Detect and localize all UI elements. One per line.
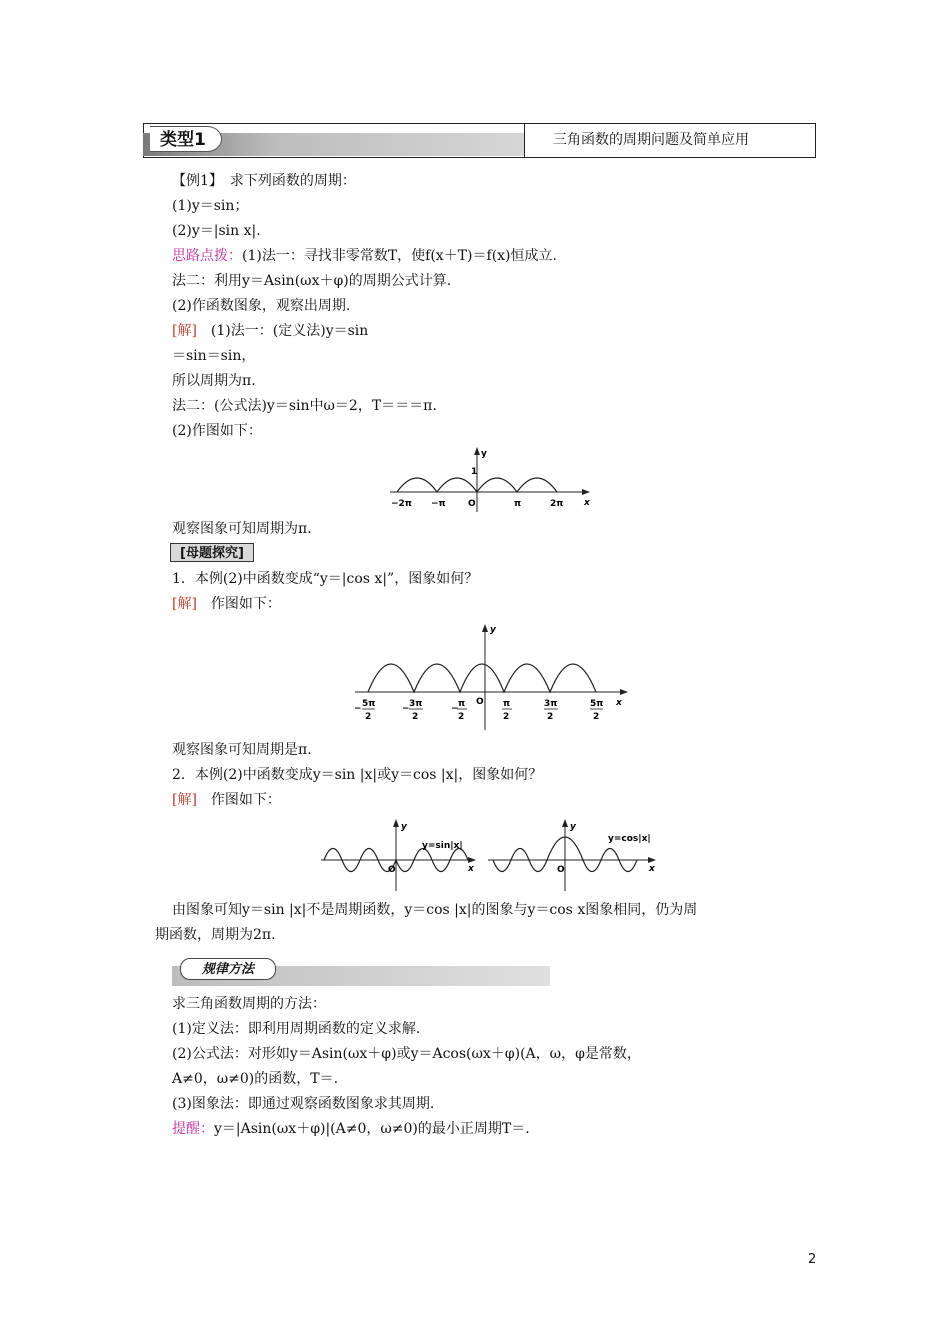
graph2-tick-den-6: 2 xyxy=(593,712,600,722)
example-heading: 【例1】 求下列函数的周期： xyxy=(172,173,356,189)
tip-text: y＝|Asin(ωx＋φ)|(A≠0，ω≠0)的最小正周期T＝. xyxy=(214,1121,530,1137)
explore-solution-2-label: [解] xyxy=(172,792,197,808)
graph2-tick-num-6: 5π xyxy=(590,699,604,709)
explore-question-2: 2．本例(2)中函数变成y＝sin |x|或y＝cos |x|，图象如何？ xyxy=(172,767,543,783)
solution-line-5: (2)作图如下： xyxy=(172,423,262,439)
graph3-left-origin: O xyxy=(388,865,396,875)
graph3-left-function-label: y=sin|x| xyxy=(422,841,463,851)
solution-line-2: ＝sin＝sin， xyxy=(172,348,256,364)
section-type-tag: 类型1 xyxy=(150,126,222,152)
graph-sin-cos-abs-x xyxy=(318,815,663,895)
section-title: 三角函数的周期问题及简单应用 xyxy=(553,132,749,148)
graph2-tick-num-2: 3π xyxy=(409,699,423,709)
graph2-y-label: y xyxy=(490,625,496,635)
graph2-tick-num-5: 3π xyxy=(544,699,558,709)
graph2-origin-label: O xyxy=(476,697,484,707)
method-2-line-2: A≠0，ω≠0)的函数，T＝. xyxy=(172,1071,339,1087)
solution-text-1: (1)法一：(定义法)y＝sin xyxy=(196,323,369,339)
graph1-origin-label: O xyxy=(468,499,476,509)
example-question-1: (1)y＝sin； xyxy=(172,198,249,214)
method-2-line-1: (2)公式法：对形如y＝Asin(ωx＋φ)或y＝Acos(ωx＋φ)(A，ω，φ是常数， xyxy=(172,1046,641,1062)
graph2-neg-sign-1: − xyxy=(354,704,362,714)
graph2-tick-num-4: π xyxy=(503,699,511,709)
explore-solution-2 xyxy=(172,791,281,809)
graph2-tick-num-3: π xyxy=(458,699,466,709)
graph2-neg-sign-2: − xyxy=(402,704,410,714)
explore-question-1: 1．本例(2)中函数变成“y＝|cos x|”，图象如何？ xyxy=(172,571,479,587)
graph1-tick-neg2pi: −2π xyxy=(391,499,412,509)
conclusion-1: 观察图象可知周期为π. xyxy=(172,521,312,537)
graph3-left-x-label: x xyxy=(468,864,474,874)
tip-label: 提醒： xyxy=(172,1121,214,1137)
graph-abs-cos xyxy=(350,620,635,732)
graph3-left-y-label: y xyxy=(401,822,407,832)
hint-line xyxy=(172,247,557,265)
graph3-right-function-label: y=cos|x| xyxy=(608,834,651,844)
graph2-tick-den-1: 2 xyxy=(365,712,372,722)
graph1-tick-pi: π xyxy=(514,499,522,509)
section-header-divider xyxy=(524,123,525,157)
graph2-tick-den-5: 2 xyxy=(547,712,554,722)
graph-abs-sin xyxy=(385,444,600,514)
solution-line-4: 法二：(公式法)y＝sin中ω＝2，T＝＝＝π. xyxy=(172,398,437,414)
graph1-x-label: x xyxy=(584,498,590,508)
method-intro: 求三角函数周期的方法： xyxy=(172,996,326,1012)
explore-solution-1-label: [解] xyxy=(172,596,197,612)
graph3-right-x-label: x xyxy=(649,864,655,874)
solution-line-1 xyxy=(172,322,368,340)
graph2-tick-den-3: 2 xyxy=(458,712,465,722)
explore-tag: [母题探究] xyxy=(170,543,254,562)
graph3-right-origin: O xyxy=(557,865,565,875)
graph1-one-label: 1 xyxy=(471,467,478,477)
graph2-neg-sign-3: − xyxy=(451,704,459,714)
method-tag: 规律方法 xyxy=(180,958,276,980)
hint-line-2: 法二：利用y＝Asin(ωx＋φ)的周期公式计算. xyxy=(172,273,452,289)
graph2-tick-den-4: 2 xyxy=(503,712,510,722)
tip-line xyxy=(172,1120,530,1138)
graph2-tick-num-1: 5π xyxy=(362,699,376,709)
graph1-y-label: y xyxy=(481,449,487,459)
graph1-tick-negpi: −π xyxy=(431,499,446,509)
hint-line-3: (2)作函数图象，观察出周期. xyxy=(172,298,351,314)
page-number: 2 xyxy=(808,1252,817,1267)
example-question-2: (2)y＝|sin x|. xyxy=(172,223,261,239)
solution-line-3: 所以周期为π. xyxy=(172,373,256,389)
graph1-tick-2pi: 2π xyxy=(550,499,564,509)
solution-label: [解] xyxy=(172,323,197,339)
graph2-tick-den-2: 2 xyxy=(412,712,419,722)
explore-solution-1-text: 作图如下： xyxy=(196,596,281,612)
method-1: (1)定义法：即利用周期函数的定义求解. xyxy=(172,1021,421,1037)
graph2-x-label: x xyxy=(616,698,622,708)
explore-conclusion-1: 观察图象可知周期是π. xyxy=(172,742,312,758)
explore-solution-1 xyxy=(172,595,281,613)
explore-conclusion-2-line-2: 期函数，周期为2π. xyxy=(155,927,276,943)
explore-solution-2-text: 作图如下： xyxy=(196,792,281,808)
explore-conclusion-2-line-1: 由图象可知y＝sin |x|不是周期函数，y＝cos |x|的图象与y＝cos x图象相同，仍为周 xyxy=(172,902,698,918)
hint-text: (1)法一：寻找非零常数T，使f(x＋T)＝f(x)恒成立. xyxy=(242,248,557,264)
method-3: (3)图象法：即通过观察函数图象求其周期. xyxy=(172,1096,435,1112)
graph3-right-y-label: y xyxy=(570,822,576,832)
hint-label: 思路点拨： xyxy=(172,248,242,264)
